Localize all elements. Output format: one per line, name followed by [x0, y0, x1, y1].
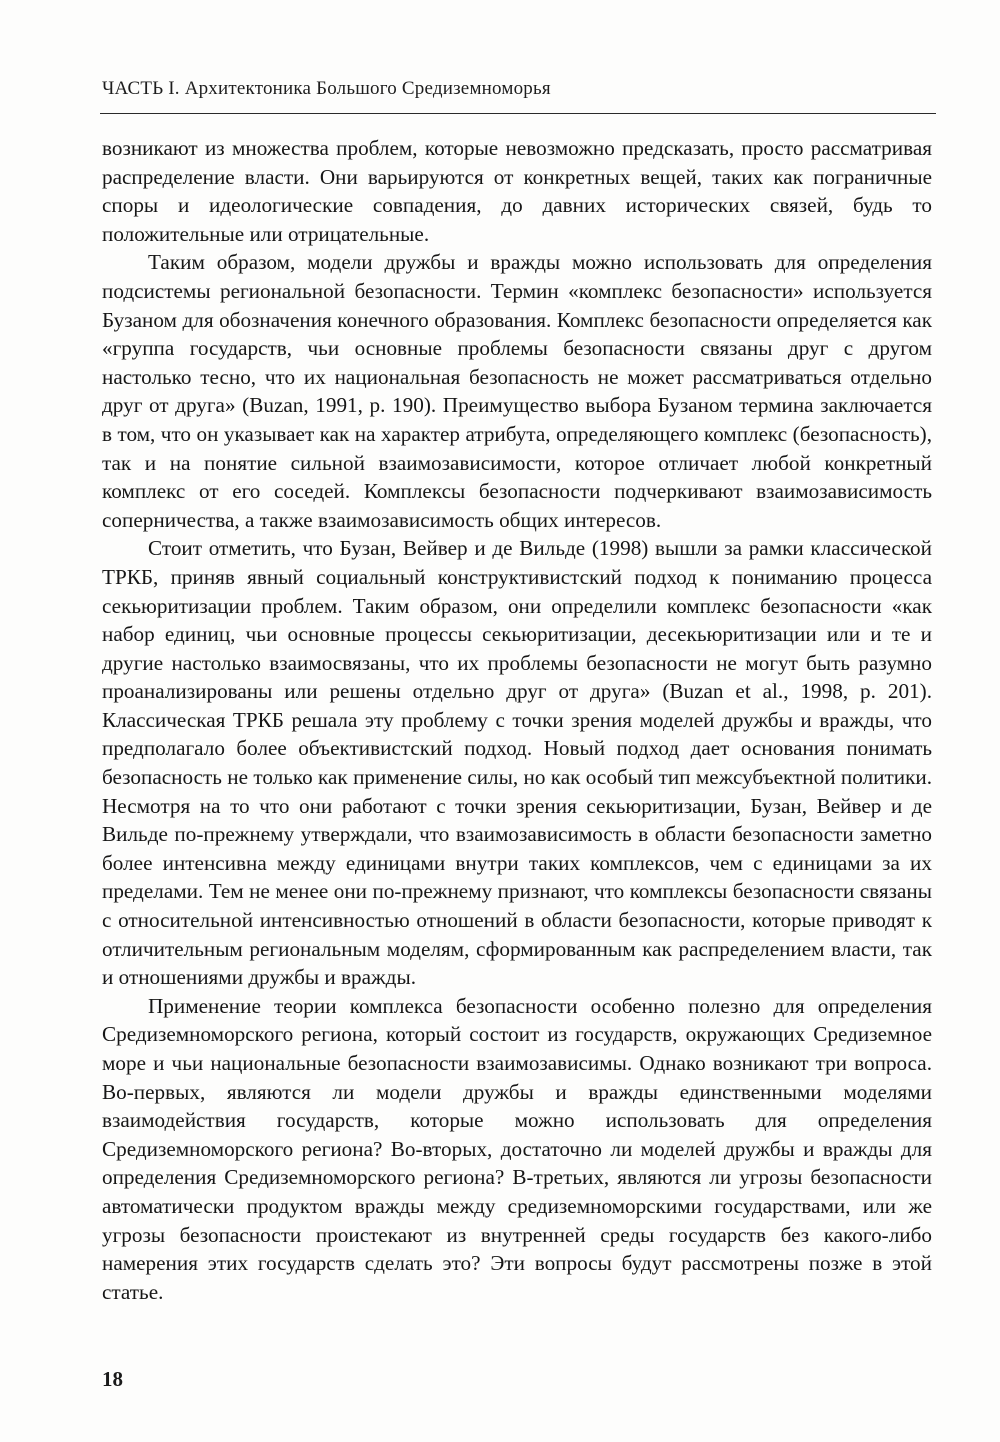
header-rule — [100, 113, 936, 114]
running-header: ЧАСТЬ I. Архитектоника Большого Средиземноморья — [102, 78, 551, 99]
paragraph-2: Таким образом, модели дружбы и вражды можно использовать для определения подсистемы региональной безопасности. Термин «комплекс безопасности» используется Бузаном для обозначения конечного образования. Комплекс безопасности определяется как «группа государств, чьи основные проблемы безопасности связаны друг с другом настолько тесно, что их национальная безопасность не может рассматриваться отдельно друг от друга» (Buzan, 1991, p. 190). Преимущество выбора Бузаном термина заключается в том, что он указывает как на характер атрибута, определяющего комплекс (безопасность), так и на понятие сильной взаимозависимости, которое отличает любой конкретный комплекс от его соседей. Комплексы безопасности подчеркивают взаимозависимость соперничества, а также взаимозависимость общих интересов. — [102, 250, 932, 532]
body-text — [102, 134, 932, 1306]
paragraph-3: Стоит отметить, что Бузан, Вейвер и де Вильде (1998) вышли за рамки классической ТРКБ, приняв явный социальный конструктивистский подход к пониманию процесса секьюритизации проблем. Таким образом, они определили комплекс безопасности «как набор единиц, чьи основные процессы секьюритизации, десекьюритизации или и те и другие настолько взаимосвязаны, что их проблемы безопасности не могут быть разумно проанализированы или решены отдельно друг от друга» (Buzan et al., 1998, p. 201). Классическая ТРКБ решала эту проблему с точки зрения моделей дружбы и вражды, что предполагало более объективистский подход. Новый подход дает основания понимать безопасность не только как применение силы, но как особый тип межсубъектной политики. Несмотря на то что они работают с точки зрения секьюритизации, Бузан, Вейвер и де Вильде по-прежнему утверждали, что взаимозависимость в области безопасности заметно более интенсивна между единицами внутри таких комплексов, чем с единицами за их пределами. Тем не менее они по-прежнему признают, что комплексы безопасности связаны с относительной интенсивностью отношений в области безопасности, которые приводят к отличительным региональным моделям, сформированным как распределением власти, так и отношениями дружбы и вражды. — [102, 536, 932, 990]
page-number: 18 — [102, 1367, 123, 1391]
paragraph-1: возникают из множества проблем, которые невозможно предсказать, просто рассматривая распределение власти. Они варьируются от конкретных вещей, таких как пограничные споры и идеологические совпадения, до давних исторических связей, будь то положительные или отрицательные. — [102, 136, 932, 246]
paragraph-4: Применение теории комплекса безопасности особенно полезно для определения Средиземноморского региона, который состоит из государств, окружающих Средиземное море и чьи национальные безопасности взаимозависимы. Однако возникают три вопроса. Во-первых, являются ли модели дружбы и вражды единственными моделями взаимодействия государств, которые можно использовать для определения Средиземноморского региона? Во-вторых, достаточно ли моделей дружбы и вражды для определения Средиземноморского региона? В-третьих, являются ли угрозы безопасности автоматически продуктом вражды между средиземноморскими государствами, или же угрозы безопасности проистекают из внутренней среды государств без какого-либо намерения этих государств сделать это? Эти вопросы будут рассмотрены позже в этой статье. — [102, 993, 932, 1304]
